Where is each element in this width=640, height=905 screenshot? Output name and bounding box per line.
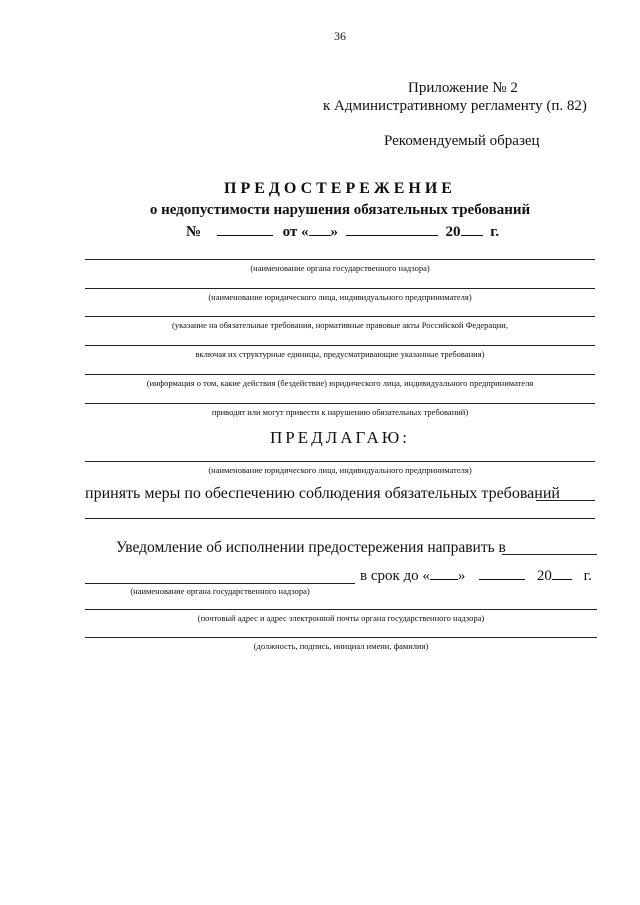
proposal-entity-field-line[interactable] [85,461,595,462]
year-suffix: г. [490,224,500,240]
from-label: от « [282,224,309,240]
measures-field-line[interactable] [85,518,595,519]
actions-caption-2: приводят или могут привести к нарушению обязательных требований) [211,407,469,417]
proposal-heading: ПРЕДЛАГАЮ: [270,428,410,447]
requirements-caption-2: включая их структурные единицы, предусматривающие указанные требования) [195,349,485,359]
notification-authority-caption: (наименование органа государственного надзора) [130,586,310,596]
deadline-line [360,566,592,585]
requirements-field-line-1[interactable] [85,316,595,317]
entity-field-line[interactable] [85,288,595,289]
deadline-prefix: в срок до « [360,568,430,584]
deadline-quote-close: » [457,568,466,584]
number-label: № [186,224,202,240]
number-blank[interactable] [217,221,273,236]
entity-caption: (наименование юридического лица, индивидуального предпринимателя) [208,292,472,302]
year-blank[interactable] [461,221,483,236]
notification-authority-line[interactable] [85,583,355,584]
address-caption: (почтовый адрес и адрес электронной почты органа государственного надзора) [197,613,485,623]
requirements-field-line-2[interactable] [85,345,595,346]
proposal-entity-caption: (наименование юридического лица, индивидуального предпринимателя) [208,465,472,475]
document-subtitle: о недопустимости нарушения обязательных требований [149,202,531,218]
authority-field-line[interactable] [85,259,595,260]
page-number: 36 [334,29,346,43]
deadline-year-prefix: 20 [536,568,552,584]
actions-field-line-2[interactable] [85,403,595,404]
signature-field-line[interactable] [85,637,597,638]
month-blank[interactable] [346,221,438,236]
measures-text: принять меры по обеспечению соблюдения обязательных требований [85,485,560,502]
day-blank[interactable] [309,221,331,236]
measures-field-line-inline[interactable] [536,500,595,501]
address-field-line[interactable] [85,609,597,610]
deadline-year-blank[interactable] [552,566,572,580]
number-date-line [186,221,499,241]
actions-caption-1: (информация о том, какие действия (бездействие) юридического лица, индивидуального предпринимателя [146,378,534,388]
deadline-month-blank[interactable] [479,566,525,580]
sample-label: Рекомендуемый образец [384,133,540,149]
actions-field-line-1[interactable] [85,374,595,375]
signature-caption: (должность, подпись, инициал имени, фамилия) [253,641,429,651]
regulation-reference: к Административному регламенту (п. 82) [323,98,587,114]
deadline-year-suffix: г. [583,568,592,584]
year-prefix: 20 [445,224,461,240]
authority-caption: (наименование органа государственного надзора) [250,263,430,273]
notification-text: Уведомление об исполнении предостережения направить в [116,539,506,556]
requirements-caption-1: (указание на обязательные требования, нормативные правовые акты Российской Федерации, [172,320,508,330]
quote-close: » [330,224,338,240]
notification-recipient-line[interactable] [502,554,597,555]
appendix-label: Приложение № 2 [408,80,518,96]
document-title: ПРЕДОСТЕРЕЖЕНИЕ [224,180,456,197]
deadline-day-blank[interactable] [430,566,458,580]
